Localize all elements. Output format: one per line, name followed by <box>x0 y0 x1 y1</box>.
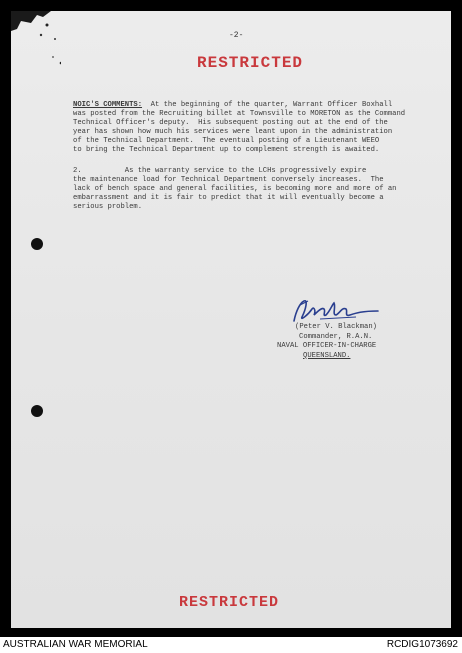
document-page <box>11 11 451 628</box>
restricted-stamp-top: RESTRICTED <box>197 54 304 72</box>
signatory-title: NAVAL OFFICER-IN-CHARGE <box>277 342 377 350</box>
paragraph-line: was posted from the Recruiting billet at Townsville to MORETON as the Command <box>73 110 406 118</box>
paragraph-noic-comments <box>73 101 429 155</box>
paragraph-line: of the Technical Department. The eventual posting of a Lieutenant WEEO <box>73 137 380 145</box>
paragraph-2 <box>73 167 429 212</box>
signature-block <box>277 323 377 361</box>
paragraph-heading: NOIC'S COMMENTS: <box>73 101 143 109</box>
signatory-region: QUEENSLAND. <box>303 351 351 360</box>
footer-record-id: RCDIG1073692 <box>386 639 458 650</box>
punch-hole <box>31 238 43 250</box>
page-number: -2- <box>229 31 244 40</box>
corner-damage <box>11 11 61 71</box>
paragraph-line: year has shown how much his services were leant upon in the administration <box>73 128 393 136</box>
signatory-rank: Commander, R.A.N. <box>299 332 373 341</box>
footer-institution: AUSTRALIAN WAR MEMORIAL <box>3 639 148 650</box>
paragraph-line: the maintenance load for Technical Department conversely increases. The <box>73 176 384 184</box>
archive-footer <box>0 637 462 653</box>
paragraph-line: lack of bench space and general facilities, is becoming more and more of an <box>73 185 397 193</box>
paragraph-line: At the beginning of the quarter, Warrant Officer Boxhall <box>142 101 393 109</box>
paragraph-line: serious problem. <box>73 203 143 211</box>
signatory-name: (Peter V. Blackman) <box>295 323 377 331</box>
paragraph-line: 2. As the warranty service to the LCHs progressively expire <box>73 167 367 175</box>
restricted-stamp-bottom: RESTRICTED <box>179 594 280 611</box>
paragraph-line: to bring the Technical Department up to complement strength is awaited. <box>73 146 380 154</box>
punch-hole <box>31 405 43 417</box>
paragraph-line: Technical Officer's deputy. His subsequent posting out at the end of the <box>73 119 388 127</box>
paragraph-line: embarrassment and it is fair to predict that it will eventually become a <box>73 194 384 202</box>
